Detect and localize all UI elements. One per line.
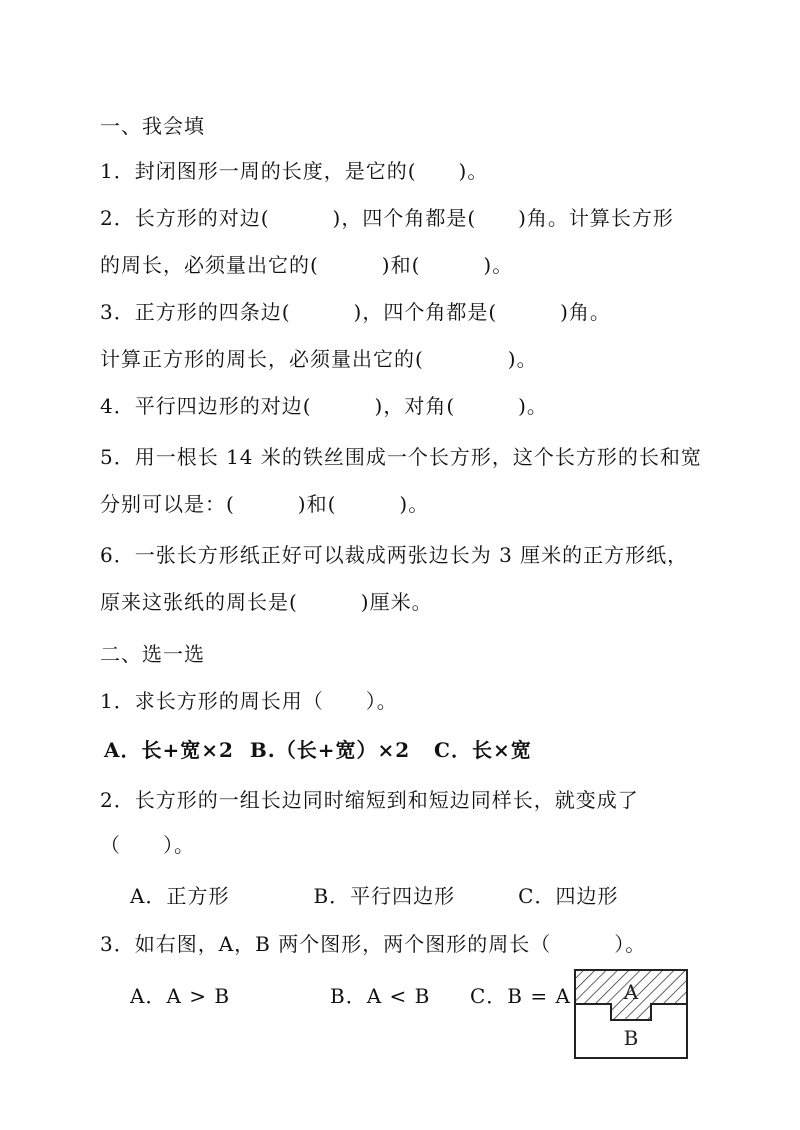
figure-label-b: B: [623, 1026, 639, 1050]
s2-question-3: 3．如右图，A，B 两个图形，两个图形的周长（ ）。: [100, 932, 647, 956]
figure-label-a: A: [623, 980, 639, 1004]
s1-question-2-line1: 2．长方形的对边( )，四个角都是( )角。计算长方形: [100, 206, 674, 230]
s1-question-6-line1: 6．一张长方形纸正好可以裁成两张边长为 3 厘米的正方形纸，: [100, 543, 689, 567]
s2-question-1-options: A．长+宽×2 B.（长+宽）×2 C．长×宽: [104, 738, 532, 762]
s1-question-5-line1: 5．用一根长 14 米的铁丝围成一个长方形，这个长方形的长和宽: [100, 445, 702, 469]
s2-question-2-line2: （ ）。: [100, 833, 195, 857]
s1-question-3-line2: 计算正方形的周长，必须量出它的( )。: [100, 347, 538, 371]
s2-question-3-option-c: C．B = A: [470, 984, 571, 1008]
s2-question-3-option-b: B．A < B: [330, 984, 431, 1008]
s1-question-5-line2: 分别可以是：( )和( )。: [100, 492, 430, 516]
s2-question-2-options: A．正方形 B．平行四边形 C．四边形: [130, 884, 619, 908]
s2-question-2-line1: 2．长方形的一组长边同时缩短到和短边同样长，就变成了: [100, 788, 639, 812]
shape-figure: [574, 968, 694, 1064]
s1-question-3-line1: 3．正方形的四条边( )，四个角都是( )角。: [100, 300, 611, 324]
s1-question-6-line2: 原来这张纸的周长是( )厘米。: [100, 590, 433, 614]
s1-question-1: 1．封闭图形一周的长度，是它的( )。: [100, 159, 489, 183]
s2-question-1: 1．求长方形的周长用（ ）。: [100, 689, 398, 713]
s1-question-2-line2: 的周长，必须量出它的( )和( )。: [100, 253, 514, 277]
s1-question-4: 4．平行四边形的对边( )，对角( )。: [100, 394, 548, 418]
section2-heading: 二、选一选: [100, 642, 205, 666]
s2-question-3-option-a: A．A > B: [130, 984, 231, 1008]
section1-heading: 一、我会填: [100, 114, 205, 138]
